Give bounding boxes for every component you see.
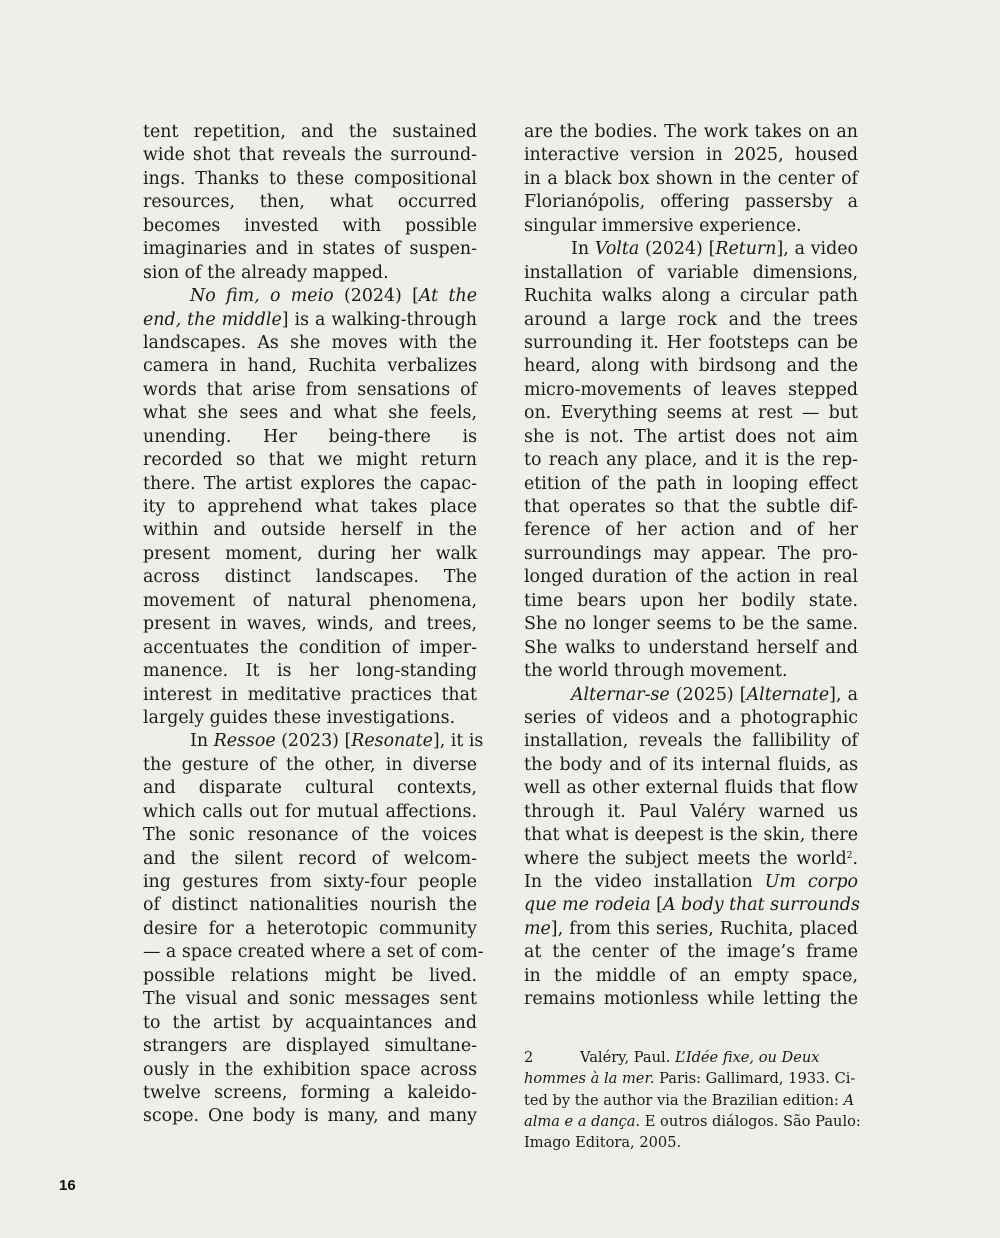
text-line: across distinct landscapes. The	[143, 567, 477, 588]
text-line: micro-movements of leaves stepped	[524, 379, 858, 400]
footnote-number: 2	[524, 1049, 534, 1066]
text-line: No fim, o meio (2024) [At the	[190, 286, 477, 307]
text-line: the world through movement.	[524, 661, 788, 682]
text-line: strangers are displayed simultane-	[143, 1036, 477, 1057]
text-line: camera in hand, Ruchita verbalizes	[143, 356, 477, 377]
text-line: time bears upon her bodily state.	[524, 590, 858, 611]
text-line: becomes invested with possible	[143, 215, 477, 236]
text-line: Ruchita walks along a circular path	[524, 286, 858, 307]
text-line: ing gestures from sixty-four people	[143, 872, 477, 892]
text-line: She no longer seems to be the same.	[524, 614, 858, 635]
text-line: words that arise from sensations of	[143, 379, 477, 400]
text-line: que me rodeia [A body that surrounds	[524, 895, 860, 916]
footnote-line: 2 Valéry, Paul. L’Idée fixe, ou Deux	[524, 1047, 858, 1068]
text-line: manence. It is her long-standing	[143, 661, 477, 682]
text-line: she is not. The artist does not aim	[524, 426, 858, 447]
text-line: to the artist by acquaintances and	[143, 1012, 477, 1033]
text-line: there. The artist explores the capac-	[143, 473, 477, 494]
text-line: ity to apprehend what takes place	[143, 497, 477, 517]
text-line: singular immersive experience.	[524, 215, 802, 236]
text-line: present moment, during her walk	[143, 543, 477, 564]
text-line: The sonic resonance of the voices	[143, 825, 477, 846]
text-line: and disparate cultural contexts,	[143, 778, 477, 799]
text-line: to reach any place, and it is the rep-	[524, 450, 858, 471]
text-line: scope. One body is many, and many	[143, 1106, 477, 1127]
footnote	[524, 1047, 861, 1153]
text-line: In Volta (2024) [Return], a video	[571, 239, 858, 260]
right-text-column	[524, 121, 858, 1012]
text-line: are the bodies. The work takes on an	[524, 122, 858, 142]
text-line: resources, then, what occurred	[143, 192, 477, 213]
text-line: ference of her action and of her	[524, 520, 858, 541]
text-line: around a large rock and the trees	[524, 309, 858, 330]
text-line: ously in the exhibition space across	[143, 1059, 477, 1080]
text-line: ings. Thanks to these compositional	[143, 168, 477, 189]
text-line: The visual and sonic messages sent	[143, 989, 477, 1010]
text-line: installation of variable dimensions,	[524, 262, 858, 283]
footnote-line: Imago Editora, 2005.	[524, 1134, 682, 1152]
text-line: — a space created where a set of com-	[143, 942, 484, 963]
text-line: the gesture of the other, in diverse	[143, 754, 477, 775]
text-line: in the middle of an empty space,	[524, 965, 858, 986]
text-line: In Ressoe (2023) [Resonate], it is	[190, 731, 484, 752]
text-line: series of videos and a photographic	[524, 707, 858, 728]
text-line: me], from this series, Ruchita, placed	[524, 918, 858, 939]
text-line: remains motionless while letting the	[524, 989, 858, 1010]
text-line: recorded so that we might return	[143, 450, 477, 471]
text-line: where the subject meets the world$^2$.	[524, 848, 858, 869]
text-line: installation, reveals the fallibility of	[524, 731, 858, 752]
text-line: that operates so that the subtle dif-	[524, 497, 858, 517]
text-line: on. Everything seems at rest — but	[524, 403, 858, 424]
text-line: surrounding it. Her footsteps can be	[524, 332, 858, 353]
text-line: She walks to understand herself and	[524, 637, 858, 658]
text-line: present in waves, winds, and trees,	[143, 614, 477, 635]
text-line: twelve screens, forming a kaleido-	[143, 1082, 477, 1103]
left-text-column	[143, 121, 484, 1129]
text-line: interactive version in 2025, housed	[524, 145, 858, 166]
footnote-line: ted by the author via the Brazilian edition: A	[524, 1091, 855, 1109]
page-number: 16	[59, 1177, 76, 1194]
text-line: sion of the already mapped.	[143, 262, 389, 283]
text-line: at the center of the image’s frame	[524, 942, 858, 963]
text-line: longed duration of the action in real	[524, 567, 858, 588]
text-line: largely guides these investigations.	[143, 707, 456, 728]
text-line: Florianópolis, offering passersby a	[524, 192, 858, 213]
footnote-line: hommes à la mer. Paris: Gallimard, 1933. Ci-	[524, 1070, 856, 1088]
text-line: In the video installation Um corpo	[524, 872, 858, 892]
footnote-line: alma e a dança. E outros diálogos. São Paulo:	[524, 1112, 861, 1130]
text-line: landscapes. As she moves with the	[143, 332, 477, 353]
text-line: and the silent record of welcom-	[143, 848, 477, 869]
text-line: within and outside herself in the	[143, 520, 477, 541]
text-line: movement of natural phenomena,	[143, 590, 477, 611]
text-line: desire for a heterotopic community	[143, 918, 477, 939]
text-line: through it. Paul Valéry warned us	[524, 801, 858, 822]
text-line: that what is deepest is the skin, there	[524, 825, 858, 846]
text-line: well as other external fluids that flow	[524, 778, 858, 799]
text-line: imaginaries and in states of suspen-	[143, 239, 477, 260]
text-line: unending. Her being-there is	[143, 426, 477, 447]
text-line: end, the middle] is a walking-through	[143, 309, 477, 330]
text-line: tent repetition, and the sustained	[143, 122, 477, 142]
text-line: which calls out for mutual affections.	[143, 801, 477, 822]
text-line: of distinct nationalities nourish the	[143, 895, 477, 916]
text-line: interest in meditative practices that	[143, 684, 477, 705]
text-line: possible relations might be lived.	[143, 965, 477, 986]
text-line: the body and of its internal fluids, as	[524, 754, 858, 775]
text-line: heard, along with birdsong and the	[524, 356, 858, 377]
text-line: Alternar-se (2025) [Alternate], a	[571, 684, 858, 705]
text-line: etition of the path in looping effect	[524, 473, 858, 494]
text-line: what she sees and what she feels,	[143, 403, 477, 424]
footnote-ref: 2	[846, 850, 853, 861]
text-line: in a black box shown in the center of	[524, 168, 858, 189]
text-line: accentuates the condition of imper-	[143, 637, 477, 658]
text-line: wide shot that reveals the surround-	[143, 145, 477, 166]
text-line: surroundings may appear. The pro-	[524, 543, 858, 564]
